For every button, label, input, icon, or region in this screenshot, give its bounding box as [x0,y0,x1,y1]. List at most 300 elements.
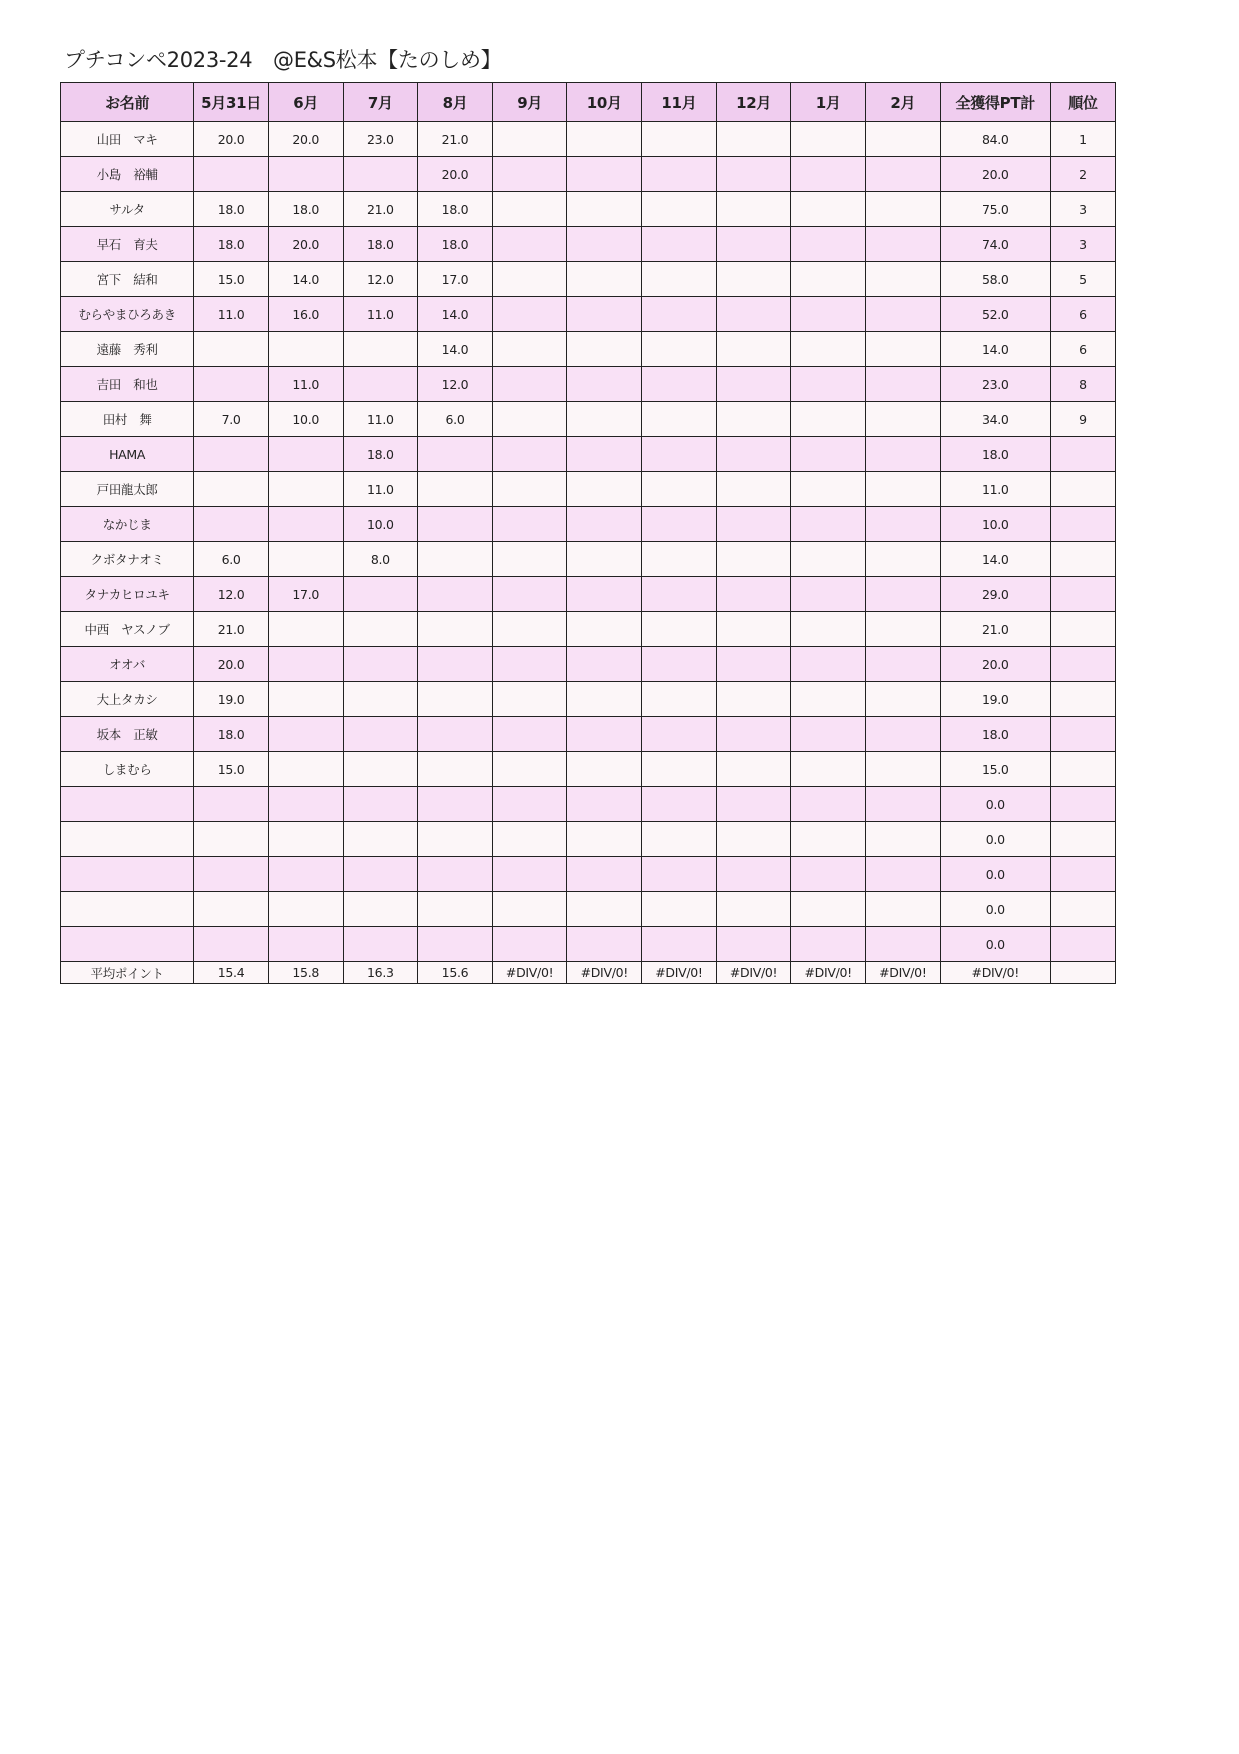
month-score-cell [791,857,866,892]
month-score-cell [567,682,642,717]
month-score-cell [567,192,642,227]
month-score-cell [791,367,866,402]
rank-cell [1050,612,1115,647]
player-name-cell: クボタナオミ [61,542,194,577]
rank-cell: 6 [1050,332,1115,367]
month-score-cell [716,262,791,297]
month-score-cell [567,857,642,892]
month-score-cell [716,822,791,857]
total-points-cell: 0.0 [940,822,1050,857]
month-score-cell [642,297,717,332]
month-score-cell [268,542,343,577]
average-value-cell: #DIV/0! [716,962,791,984]
month-score-cell [866,507,941,542]
month-score-cell [866,472,941,507]
table-row [61,332,1116,367]
month-score-cell: 7.0 [194,402,269,437]
month-score-cell: 20.0 [194,122,269,157]
player-name-cell: 戸田龍太郎 [61,472,194,507]
month-score-cell [866,192,941,227]
rank-cell [1050,717,1115,752]
player-name-cell: 早石 育夫 [61,227,194,262]
month-score-cell [492,472,567,507]
month-score-cell [866,262,941,297]
table-row [61,122,1116,157]
month-score-cell [866,717,941,752]
total-points-cell: 21.0 [940,612,1050,647]
month-score-cell: 21.0 [343,192,418,227]
column-header: 順位 [1050,83,1115,122]
player-name-cell: 大上タカシ [61,682,194,717]
month-score-cell [866,542,941,577]
month-score-cell: 20.0 [418,157,493,192]
table-row [61,857,1116,892]
table-row [61,752,1116,787]
month-score-cell [716,437,791,472]
table-row [61,192,1116,227]
month-score-cell [343,682,418,717]
column-header: お名前 [61,83,194,122]
month-score-cell: 14.0 [418,297,493,332]
rank-cell [1050,647,1115,682]
table-row [61,717,1116,752]
month-score-cell [791,507,866,542]
month-score-cell [791,227,866,262]
month-score-cell [194,507,269,542]
month-score-cell: 18.0 [418,192,493,227]
month-score-cell: 20.0 [268,122,343,157]
month-score-cell [567,472,642,507]
month-score-cell [642,647,717,682]
month-score-cell [194,437,269,472]
month-score-cell [567,367,642,402]
month-score-cell [567,927,642,962]
month-score-cell [492,612,567,647]
player-name-cell [61,927,194,962]
month-score-cell [418,472,493,507]
month-score-cell [268,752,343,787]
month-score-cell: 17.0 [418,262,493,297]
month-score-cell [418,927,493,962]
month-score-cell [642,402,717,437]
player-name-cell: 山田 マキ [61,122,194,157]
month-score-cell [418,717,493,752]
player-name-cell: 宮下 結和 [61,262,194,297]
month-score-cell [791,787,866,822]
month-score-cell: 18.0 [194,227,269,262]
month-score-cell [418,577,493,612]
month-score-cell [492,227,567,262]
month-score-cell [791,122,866,157]
month-score-cell [194,367,269,402]
month-score-cell [343,927,418,962]
table-header [61,83,1116,122]
total-points-cell: 14.0 [940,332,1050,367]
month-score-cell [567,892,642,927]
column-header: 1月 [791,83,866,122]
month-score-cell [866,892,941,927]
month-score-cell [716,192,791,227]
month-score-cell: 18.0 [194,192,269,227]
month-score-cell [492,857,567,892]
total-points-cell: 11.0 [940,472,1050,507]
month-score-cell: 15.0 [194,262,269,297]
month-score-cell [791,927,866,962]
month-score-cell [642,227,717,262]
month-score-cell [791,542,866,577]
month-score-cell [492,787,567,822]
month-score-cell [791,332,866,367]
column-header: 2月 [866,83,941,122]
column-header: 9月 [492,83,567,122]
month-score-cell [492,437,567,472]
month-score-cell [492,122,567,157]
month-score-cell: 11.0 [268,367,343,402]
rank-cell: 2 [1050,157,1115,192]
month-score-cell [194,822,269,857]
average-value-cell: 15.8 [268,962,343,984]
month-score-cell: 14.0 [268,262,343,297]
total-points-cell: 52.0 [940,297,1050,332]
month-score-cell [418,752,493,787]
month-score-cell [791,192,866,227]
month-score-cell: 11.0 [194,297,269,332]
average-value-cell [1050,962,1115,984]
month-score-cell [268,787,343,822]
table-row [61,507,1116,542]
table-row [61,787,1116,822]
month-score-cell [866,227,941,262]
month-score-cell [716,717,791,752]
player-name-cell [61,822,194,857]
month-score-cell [268,157,343,192]
month-score-cell [791,612,866,647]
table-row [61,437,1116,472]
month-score-cell [642,507,717,542]
month-score-cell [268,332,343,367]
month-score-cell [642,612,717,647]
month-score-cell [716,157,791,192]
player-name-cell: なかじま [61,507,194,542]
month-score-cell [194,472,269,507]
month-score-cell [194,157,269,192]
month-score-cell [343,752,418,787]
month-score-cell [642,332,717,367]
average-row [61,962,1116,984]
month-score-cell [642,437,717,472]
month-score-cell [716,612,791,647]
month-score-cell: 11.0 [343,297,418,332]
total-points-cell: 0.0 [940,857,1050,892]
month-score-cell [268,612,343,647]
month-score-cell [866,157,941,192]
month-score-cell: 6.0 [418,402,493,437]
month-score-cell [492,192,567,227]
header-row [61,83,1116,122]
month-score-cell: 12.0 [194,577,269,612]
table-row [61,577,1116,612]
average-value-cell: 15.4 [194,962,269,984]
month-score-cell [866,367,941,402]
month-score-cell [492,402,567,437]
player-name-cell: 中西 ヤスノブ [61,612,194,647]
column-header: 7月 [343,83,418,122]
month-score-cell: 20.0 [194,647,269,682]
player-name-cell: 小島 裕輔 [61,157,194,192]
month-score-cell [492,367,567,402]
month-score-cell [268,892,343,927]
month-score-cell [642,367,717,402]
table-row [61,157,1116,192]
month-score-cell [642,752,717,787]
month-score-cell: 23.0 [343,122,418,157]
month-score-cell [716,402,791,437]
month-score-cell: 21.0 [418,122,493,157]
month-score-cell [268,927,343,962]
month-score-cell [791,682,866,717]
month-score-cell: 18.0 [343,437,418,472]
total-points-cell: 34.0 [940,402,1050,437]
month-score-cell [268,507,343,542]
month-score-cell [567,157,642,192]
month-score-cell [642,682,717,717]
month-score-cell: 6.0 [194,542,269,577]
month-score-cell [268,472,343,507]
total-points-cell: 84.0 [940,122,1050,157]
total-points-cell: 75.0 [940,192,1050,227]
total-points-cell: 74.0 [940,227,1050,262]
column-header: 全獲得PT計 [940,83,1050,122]
average-value-cell: 15.6 [418,962,493,984]
total-points-cell: 15.0 [940,752,1050,787]
month-score-cell: 11.0 [343,472,418,507]
month-score-cell [343,717,418,752]
month-score-cell [791,892,866,927]
column-header: 5月31日 [194,83,269,122]
average-label-cell: 平均ポイント [61,962,194,984]
player-name-cell: 坂本 正敏 [61,717,194,752]
month-score-cell [791,297,866,332]
table-row [61,822,1116,857]
rank-cell [1050,927,1115,962]
month-score-cell [492,332,567,367]
month-score-cell [716,927,791,962]
table-row [61,542,1116,577]
month-score-cell: 11.0 [343,402,418,437]
month-score-cell [791,577,866,612]
month-score-cell [716,682,791,717]
rank-cell: 5 [1050,262,1115,297]
month-score-cell [268,717,343,752]
player-name-cell: サルタ [61,192,194,227]
month-score-cell [866,577,941,612]
month-score-cell [642,577,717,612]
month-score-cell: 20.0 [268,227,343,262]
month-score-cell [567,752,642,787]
month-score-cell [567,542,642,577]
month-score-cell [418,437,493,472]
table-row [61,297,1116,332]
month-score-cell [194,857,269,892]
month-score-cell [492,157,567,192]
total-points-cell: 29.0 [940,577,1050,612]
month-score-cell [343,367,418,402]
rank-cell [1050,577,1115,612]
player-name-cell: しまむら [61,752,194,787]
average-value-cell: 16.3 [343,962,418,984]
month-score-cell: 16.0 [268,297,343,332]
average-value-cell: #DIV/0! [866,962,941,984]
month-score-cell [194,892,269,927]
month-score-cell [716,507,791,542]
rank-cell [1050,682,1115,717]
player-name-cell: 吉田 和也 [61,367,194,402]
average-value-cell: #DIV/0! [791,962,866,984]
month-score-cell [567,297,642,332]
rank-cell: 1 [1050,122,1115,157]
rank-cell [1050,752,1115,787]
player-name-cell: むらやまひろあき [61,297,194,332]
table-body [61,122,1116,962]
month-score-cell [791,402,866,437]
average-value-cell: #DIV/0! [567,962,642,984]
month-score-cell [866,857,941,892]
month-score-cell [791,437,866,472]
month-score-cell [567,787,642,822]
month-score-cell: 21.0 [194,612,269,647]
month-score-cell [791,647,866,682]
month-score-cell [716,857,791,892]
rank-cell [1050,507,1115,542]
month-score-cell [343,577,418,612]
month-score-cell [791,717,866,752]
month-score-cell [716,647,791,682]
month-score-cell [343,332,418,367]
month-score-cell: 10.0 [343,507,418,542]
month-score-cell [866,927,941,962]
average-value-cell: #DIV/0! [940,962,1050,984]
month-score-cell: 18.0 [194,717,269,752]
player-name-cell: 田村 舞 [61,402,194,437]
rank-cell: 6 [1050,297,1115,332]
month-score-cell [567,717,642,752]
total-points-cell: 0.0 [940,927,1050,962]
month-score-cell [716,227,791,262]
month-score-cell [567,647,642,682]
month-score-cell [194,927,269,962]
table-row [61,892,1116,927]
month-score-cell [492,717,567,752]
month-score-cell [642,892,717,927]
column-header: 8月 [418,83,493,122]
page-title: プチコンペ2023-24 @E&S松本【たのしめ】 [64,48,502,72]
month-score-cell [716,542,791,577]
total-points-cell: 20.0 [940,647,1050,682]
table-row [61,402,1116,437]
month-score-cell [268,822,343,857]
month-score-cell [492,262,567,297]
total-points-cell: 58.0 [940,262,1050,297]
month-score-cell [866,437,941,472]
player-name-cell [61,857,194,892]
month-score-cell [866,822,941,857]
month-score-cell [642,472,717,507]
month-score-cell [343,822,418,857]
player-name-cell [61,892,194,927]
total-points-cell: 23.0 [940,367,1050,402]
total-points-cell: 19.0 [940,682,1050,717]
month-score-cell [567,332,642,367]
month-score-cell [492,507,567,542]
month-score-cell [268,857,343,892]
month-score-cell [492,927,567,962]
month-score-cell [642,717,717,752]
month-score-cell [866,332,941,367]
month-score-cell [791,157,866,192]
month-score-cell [642,927,717,962]
month-score-cell [716,297,791,332]
month-score-cell [268,647,343,682]
month-score-cell [791,752,866,787]
month-score-cell [567,262,642,297]
month-score-cell [418,822,493,857]
column-header: 12月 [716,83,791,122]
month-score-cell [343,647,418,682]
month-score-cell [642,787,717,822]
month-score-cell [418,892,493,927]
month-score-cell [567,612,642,647]
month-score-cell [567,402,642,437]
player-name-cell: タナカヒロユキ [61,577,194,612]
month-score-cell [343,892,418,927]
month-score-cell [567,437,642,472]
table-row [61,647,1116,682]
total-points-cell: 18.0 [940,717,1050,752]
month-score-cell [642,857,717,892]
month-score-cell [567,507,642,542]
month-score-cell [642,542,717,577]
player-name-cell: オオバ [61,647,194,682]
month-score-cell [567,122,642,157]
total-points-cell: 10.0 [940,507,1050,542]
month-score-cell [343,157,418,192]
rank-cell [1050,787,1115,822]
month-score-cell [866,787,941,822]
table-row [61,227,1116,262]
month-score-cell [268,437,343,472]
month-score-cell [343,612,418,647]
month-score-cell [866,752,941,787]
month-score-cell [791,472,866,507]
month-score-cell [492,752,567,787]
rank-cell: 9 [1050,402,1115,437]
month-score-cell [791,262,866,297]
month-score-cell [492,297,567,332]
month-score-cell [716,332,791,367]
table-row [61,927,1116,962]
month-score-cell: 14.0 [418,332,493,367]
player-name-cell: HAMA [61,437,194,472]
table-footer [61,962,1116,984]
month-score-cell [866,682,941,717]
month-score-cell: 18.0 [268,192,343,227]
month-score-cell [418,787,493,822]
month-score-cell [343,857,418,892]
month-score-cell [418,542,493,577]
month-score-cell [492,542,567,577]
rank-cell [1050,857,1115,892]
month-score-cell [418,857,493,892]
